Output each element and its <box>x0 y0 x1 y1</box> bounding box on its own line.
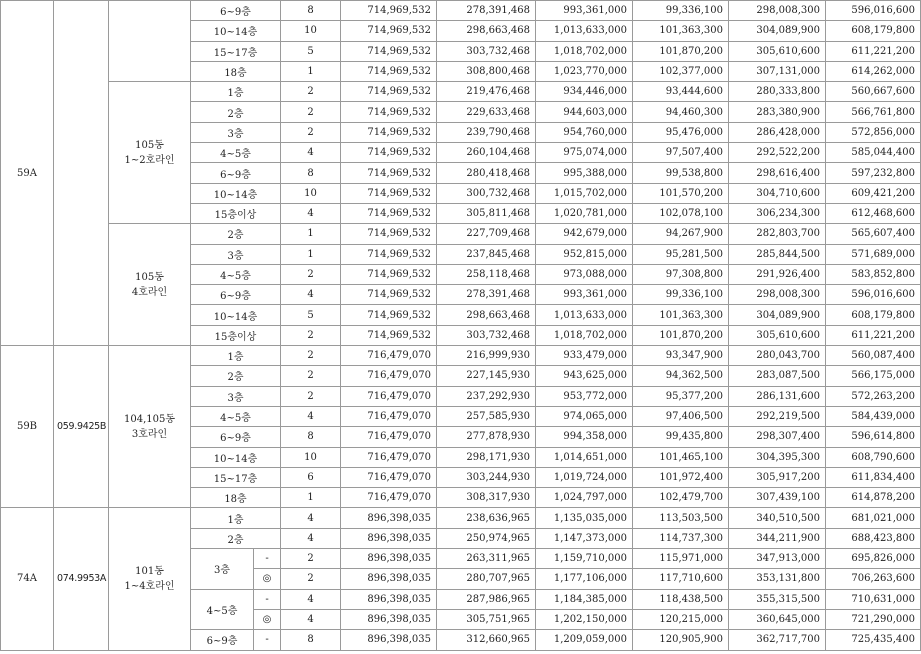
amount-cell-total: 1,020,781,000 <box>536 203 633 223</box>
amount-cell-c3: 583,852,800 <box>826 264 921 284</box>
amount-cell-build: 298,663,468 <box>437 305 536 325</box>
amount-cell-land: 716,479,070 <box>341 488 437 508</box>
amount-cell-build: 263,311,965 <box>437 549 536 569</box>
amount-cell-build: 278,391,468 <box>437 285 536 305</box>
amount-cell-c3: 560,667,600 <box>826 82 921 102</box>
amount-cell-total: 1,135,035,000 <box>536 508 633 528</box>
unit-count-cell: 1 <box>281 224 341 244</box>
amount-cell-c2: 280,333,800 <box>729 82 826 102</box>
amount-cell-c3: 585,044,400 <box>826 143 921 163</box>
amount-cell-c1: 114,737,300 <box>633 528 729 548</box>
option-mark-cell: - <box>254 630 281 650</box>
amount-cell-total: 934,446,000 <box>536 82 633 102</box>
amount-cell-c2: 355,315,500 <box>729 589 826 609</box>
amount-cell-c1: 95,281,500 <box>633 244 729 264</box>
unit-type-cell: 59A <box>1 1 54 346</box>
amount-cell-land: 714,969,532 <box>341 285 437 305</box>
amount-cell-total: 1,015,702,000 <box>536 183 633 203</box>
amount-cell-total: 995,388,000 <box>536 163 633 183</box>
floor-cell: 18층 <box>191 488 281 508</box>
building-line-cell <box>109 1 191 82</box>
amount-cell-c1: 99,336,100 <box>633 1 729 21</box>
amount-cell-c2: 286,428,000 <box>729 122 826 142</box>
table-row <box>1 224 921 244</box>
amount-cell-land: 896,398,035 <box>341 609 437 629</box>
floor-cell: 4~5층 <box>191 264 281 284</box>
table-row <box>1 82 921 102</box>
amount-cell-c2: 353,131,800 <box>729 569 826 589</box>
amount-cell-c2: 305,917,200 <box>729 467 826 487</box>
amount-cell-land: 714,969,532 <box>341 82 437 102</box>
amount-cell-total: 1,184,385,000 <box>536 589 633 609</box>
floor-cell: 15~17층 <box>191 467 281 487</box>
amount-cell-c3: 611,834,400 <box>826 467 921 487</box>
amount-cell-c2: 292,219,500 <box>729 406 826 426</box>
unit-count-cell: 2 <box>281 386 341 406</box>
option-mark-cell: - <box>254 549 281 569</box>
amount-cell-total: 1,177,106,000 <box>536 569 633 589</box>
floor-cell: 10~14층 <box>191 447 281 467</box>
amount-cell-build: 300,732,468 <box>437 183 536 203</box>
amount-cell-build: 227,709,468 <box>437 224 536 244</box>
amount-cell-land: 714,969,532 <box>341 325 437 345</box>
building-line-cell <box>109 508 191 650</box>
amount-cell-land: 896,398,035 <box>341 508 437 528</box>
unit-count-cell: 2 <box>281 549 341 569</box>
amount-cell-land: 896,398,035 <box>341 549 437 569</box>
amount-cell-total: 933,479,000 <box>536 346 633 366</box>
amount-cell-c3: 608,790,600 <box>826 447 921 467</box>
unit-count-cell: 4 <box>281 285 341 305</box>
unit-count-cell: 4 <box>281 203 341 223</box>
unit-type-cell: 74A <box>1 508 54 650</box>
building-line-label: 1~4호라인 <box>124 580 175 592</box>
unit-type-cell: 59B <box>1 346 54 508</box>
amount-cell-c1: 93,444,600 <box>633 82 729 102</box>
amount-cell-c3: 688,423,800 <box>826 528 921 548</box>
amount-cell-c3: 681,021,000 <box>826 508 921 528</box>
amount-cell-c1: 102,078,100 <box>633 203 729 223</box>
amount-cell-build: 237,845,468 <box>437 244 536 264</box>
amount-cell-build: 239,790,468 <box>437 122 536 142</box>
amount-cell-c2: 304,710,600 <box>729 183 826 203</box>
amount-cell-land: 714,969,532 <box>341 41 437 61</box>
floor-cell: 6~9층 <box>191 285 281 305</box>
unit-count-cell: 2 <box>281 366 341 386</box>
unit-count-cell: 10 <box>281 21 341 41</box>
amount-cell-c2: 291,926,400 <box>729 264 826 284</box>
amount-cell-land: 714,969,532 <box>341 102 437 122</box>
amount-cell-c2: 298,008,300 <box>729 1 826 21</box>
amount-cell-c3: 721,290,000 <box>826 609 921 629</box>
amount-cell-total: 974,065,000 <box>536 406 633 426</box>
unit-count-cell: 2 <box>281 346 341 366</box>
amount-cell-c2: 304,089,900 <box>729 305 826 325</box>
amount-cell-total: 1,013,633,000 <box>536 305 633 325</box>
amount-cell-c3: 614,262,000 <box>826 61 921 81</box>
amount-cell-c2: 347,913,000 <box>729 549 826 569</box>
amount-cell-land: 714,969,532 <box>341 61 437 81</box>
unit-count-cell: 2 <box>281 122 341 142</box>
amount-cell-c1: 93,347,900 <box>633 346 729 366</box>
amount-cell-c3: 614,878,200 <box>826 488 921 508</box>
amount-cell-c1: 102,377,000 <box>633 61 729 81</box>
amount-cell-c1: 94,267,900 <box>633 224 729 244</box>
amount-cell-land: 716,479,070 <box>341 346 437 366</box>
amount-cell-c2: 307,439,100 <box>729 488 826 508</box>
unit-count-cell: 8 <box>281 427 341 447</box>
amount-cell-land: 714,969,532 <box>341 21 437 41</box>
amount-cell-total: 1,023,770,000 <box>536 61 633 81</box>
amount-cell-c3: 611,221,200 <box>826 325 921 345</box>
amount-cell-total: 942,679,000 <box>536 224 633 244</box>
floor-cell: 2층 <box>191 366 281 386</box>
unit-count-cell: 2 <box>281 325 341 345</box>
amount-cell-land: 714,969,532 <box>341 264 437 284</box>
amount-cell-build: 257,585,930 <box>437 406 536 426</box>
amount-cell-c2: 282,803,700 <box>729 224 826 244</box>
amount-cell-c3: 597,232,800 <box>826 163 921 183</box>
amount-cell-build: 312,660,965 <box>437 630 536 650</box>
amount-cell-total: 944,603,000 <box>536 102 633 122</box>
amount-cell-land: 716,479,070 <box>341 467 437 487</box>
amount-cell-total: 1,019,724,000 <box>536 467 633 487</box>
floor-cell: 6~9층 <box>191 630 254 650</box>
amount-cell-build: 216,999,930 <box>437 346 536 366</box>
amount-cell-c1: 101,465,100 <box>633 447 729 467</box>
amount-cell-c3: 566,761,800 <box>826 102 921 122</box>
amount-cell-c3: 565,607,400 <box>826 224 921 244</box>
amount-cell-c3: 572,263,200 <box>826 386 921 406</box>
amount-cell-build: 238,636,965 <box>437 508 536 528</box>
amount-cell-build: 229,633,468 <box>437 102 536 122</box>
amount-cell-total: 952,815,000 <box>536 244 633 264</box>
amount-cell-build: 287,986,965 <box>437 589 536 609</box>
amount-cell-c1: 101,570,200 <box>633 183 729 203</box>
amount-cell-total: 975,074,000 <box>536 143 633 163</box>
amount-cell-c3: 695,826,000 <box>826 549 921 569</box>
building-line-label: 3호라인 <box>131 428 168 440</box>
unit-count-cell: 5 <box>281 41 341 61</box>
amount-cell-c3: 584,439,000 <box>826 406 921 426</box>
floor-cell: 18층 <box>191 61 281 81</box>
amount-cell-land: 716,479,070 <box>341 366 437 386</box>
amount-cell-c3: 571,689,000 <box>826 244 921 264</box>
floor-cell: 4~5층 <box>191 589 254 630</box>
amount-cell-c1: 101,363,300 <box>633 305 729 325</box>
amount-cell-total: 1,014,651,000 <box>536 447 633 467</box>
amount-cell-build: 227,145,930 <box>437 366 536 386</box>
floor-cell: 2층 <box>191 224 281 244</box>
floor-cell: 4~5층 <box>191 406 281 426</box>
amount-cell-total: 1,147,373,000 <box>536 528 633 548</box>
amount-cell-c1: 120,215,000 <box>633 609 729 629</box>
amount-cell-total: 1,209,059,000 <box>536 630 633 650</box>
building-line-label: 1~2호라인 <box>124 154 175 166</box>
floor-cell: 1층 <box>191 82 281 102</box>
amount-cell-total: 1,013,633,000 <box>536 21 633 41</box>
amount-cell-land: 896,398,035 <box>341 569 437 589</box>
floor-cell: 2층 <box>191 102 281 122</box>
amount-cell-c1: 117,710,600 <box>633 569 729 589</box>
unit-count-cell: 2 <box>281 264 341 284</box>
amount-cell-c1: 101,972,400 <box>633 467 729 487</box>
amount-cell-total: 1,024,797,000 <box>536 488 633 508</box>
amount-cell-land: 896,398,035 <box>341 528 437 548</box>
amount-cell-c3: 596,016,600 <box>826 285 921 305</box>
building-line-cell <box>109 224 191 346</box>
amount-cell-c1: 101,870,200 <box>633 325 729 345</box>
amount-cell-c3: 608,179,800 <box>826 21 921 41</box>
unit-count-cell: 4 <box>281 508 341 528</box>
amount-cell-land: 714,969,532 <box>341 1 437 21</box>
amount-cell-c3: 710,631,000 <box>826 589 921 609</box>
amount-cell-c2: 305,610,600 <box>729 41 826 61</box>
amount-cell-land: 714,969,532 <box>341 305 437 325</box>
floor-cell: 15층이상 <box>191 325 281 345</box>
option-mark-cell: ◎ <box>254 569 281 589</box>
floor-cell: 1층 <box>191 508 281 528</box>
floor-cell: 3층 <box>191 122 281 142</box>
floor-cell: 4~5층 <box>191 143 281 163</box>
amount-cell-build: 250,974,965 <box>437 528 536 548</box>
building-line-label: 4호라인 <box>131 286 168 298</box>
amount-cell-c2: 362,717,700 <box>729 630 826 650</box>
amount-cell-build: 305,751,965 <box>437 609 536 629</box>
amount-cell-c3: 560,087,400 <box>826 346 921 366</box>
amount-cell-c1: 120,905,900 <box>633 630 729 650</box>
amount-cell-total: 994,358,000 <box>536 427 633 447</box>
unit-count-cell: 2 <box>281 102 341 122</box>
amount-cell-c2: 298,307,400 <box>729 427 826 447</box>
unit-count-cell: 5 <box>281 305 341 325</box>
amount-cell-land: 714,969,532 <box>341 203 437 223</box>
amount-cell-c1: 99,435,800 <box>633 427 729 447</box>
amount-cell-land: 896,398,035 <box>341 630 437 650</box>
unit-count-cell: 4 <box>281 609 341 629</box>
amount-cell-build: 278,391,468 <box>437 1 536 21</box>
amount-cell-c2: 305,610,600 <box>729 325 826 345</box>
amount-cell-total: 993,361,000 <box>536 1 633 21</box>
unit-code-cell: 059.9425B <box>54 346 109 508</box>
amount-cell-c2: 360,645,000 <box>729 609 826 629</box>
amount-cell-land: 714,969,532 <box>341 183 437 203</box>
amount-cell-c1: 101,870,200 <box>633 41 729 61</box>
floor-cell: 1층 <box>191 346 281 366</box>
amount-cell-land: 896,398,035 <box>341 589 437 609</box>
amount-cell-c2: 280,043,700 <box>729 346 826 366</box>
amount-cell-land: 714,969,532 <box>341 163 437 183</box>
amount-cell-c1: 101,363,300 <box>633 21 729 41</box>
building-line-label: 101동 <box>135 565 164 577</box>
amount-cell-c3: 596,016,600 <box>826 1 921 21</box>
floor-cell: 6~9층 <box>191 427 281 447</box>
table-row <box>1 508 921 528</box>
amount-cell-build: 280,707,965 <box>437 569 536 589</box>
amount-cell-build: 305,811,468 <box>437 203 536 223</box>
amount-cell-land: 716,479,070 <box>341 386 437 406</box>
amount-cell-c3: 572,856,000 <box>826 122 921 142</box>
amount-cell-total: 953,772,000 <box>536 386 633 406</box>
unit-count-cell: 4 <box>281 589 341 609</box>
amount-cell-land: 714,969,532 <box>341 224 437 244</box>
building-line-label: 105동 <box>135 139 164 151</box>
floor-cell: 3층 <box>191 244 281 264</box>
building-line-label: 105동 <box>135 271 164 283</box>
amount-cell-c1: 118,438,500 <box>633 589 729 609</box>
unit-count-cell: 1 <box>281 488 341 508</box>
amount-cell-land: 716,479,070 <box>341 447 437 467</box>
amount-cell-total: 993,361,000 <box>536 285 633 305</box>
unit-count-cell: 4 <box>281 143 341 163</box>
floor-cell: 6~9층 <box>191 1 281 21</box>
amount-cell-c1: 95,476,000 <box>633 122 729 142</box>
amount-cell-c1: 95,377,200 <box>633 386 729 406</box>
unit-count-cell: 2 <box>281 569 341 589</box>
floor-cell: 3층 <box>191 549 254 590</box>
amount-cell-c2: 285,844,500 <box>729 244 826 264</box>
amount-cell-build: 308,800,468 <box>437 61 536 81</box>
amount-cell-c2: 298,616,400 <box>729 163 826 183</box>
option-mark-cell: ◎ <box>254 609 281 629</box>
amount-cell-c2: 283,380,900 <box>729 102 826 122</box>
amount-cell-land: 716,479,070 <box>341 427 437 447</box>
amount-cell-c1: 94,362,500 <box>633 366 729 386</box>
amount-cell-c1: 113,503,500 <box>633 508 729 528</box>
amount-cell-c1: 99,538,800 <box>633 163 729 183</box>
unit-count-cell: 8 <box>281 1 341 21</box>
building-line-label: 104,105동 <box>123 413 175 425</box>
amount-cell-build: 303,244,930 <box>437 467 536 487</box>
amount-cell-c2: 344,211,900 <box>729 528 826 548</box>
amount-cell-build: 219,476,468 <box>437 82 536 102</box>
unit-count-cell: 4 <box>281 406 341 426</box>
floor-cell: 10~14층 <box>191 183 281 203</box>
unit-count-cell: 1 <box>281 244 341 264</box>
building-line-cell <box>109 82 191 224</box>
amount-cell-c1: 102,479,700 <box>633 488 729 508</box>
amount-cell-total: 1,159,710,000 <box>536 549 633 569</box>
amount-cell-total: 1,018,702,000 <box>536 325 633 345</box>
amount-cell-c1: 94,460,300 <box>633 102 729 122</box>
unit-code-cell <box>54 1 109 346</box>
amount-cell-land: 714,969,532 <box>341 244 437 264</box>
building-line-cell <box>109 346 191 508</box>
amount-cell-total: 943,625,000 <box>536 366 633 386</box>
amount-cell-c2: 298,008,300 <box>729 285 826 305</box>
amount-cell-c2: 306,234,300 <box>729 203 826 223</box>
unit-count-cell: 6 <box>281 467 341 487</box>
amount-cell-c2: 307,131,000 <box>729 61 826 81</box>
amount-cell-c1: 97,406,500 <box>633 406 729 426</box>
floor-cell: 15~17층 <box>191 41 281 61</box>
amount-cell-build: 298,663,468 <box>437 21 536 41</box>
amount-cell-c3: 609,421,200 <box>826 183 921 203</box>
floor-cell: 6~9층 <box>191 163 281 183</box>
amount-cell-build: 237,292,930 <box>437 386 536 406</box>
floor-cell: 10~14층 <box>191 305 281 325</box>
amount-cell-c3: 611,221,200 <box>826 41 921 61</box>
amount-cell-build: 258,118,468 <box>437 264 536 284</box>
amount-cell-build: 277,878,930 <box>437 427 536 447</box>
amount-cell-c1: 99,336,100 <box>633 285 729 305</box>
amount-cell-total: 954,760,000 <box>536 122 633 142</box>
amount-cell-build: 298,171,930 <box>437 447 536 467</box>
floor-cell: 2층 <box>191 528 281 548</box>
unit-count-cell: 1 <box>281 61 341 81</box>
unit-code-cell: 074.9953A <box>54 508 109 650</box>
unit-count-cell: 4 <box>281 528 341 548</box>
unit-count-cell: 8 <box>281 163 341 183</box>
amount-cell-build: 280,418,468 <box>437 163 536 183</box>
amount-cell-c2: 283,087,500 <box>729 366 826 386</box>
amount-cell-land: 716,479,070 <box>341 406 437 426</box>
floor-cell: 3층 <box>191 386 281 406</box>
amount-cell-c2: 304,089,900 <box>729 21 826 41</box>
table-row <box>1 1 921 21</box>
amount-cell-c1: 97,308,800 <box>633 264 729 284</box>
amount-cell-build: 260,104,468 <box>437 143 536 163</box>
amount-cell-land: 714,969,532 <box>341 143 437 163</box>
amount-cell-c3: 725,435,400 <box>826 630 921 650</box>
table-row <box>1 346 921 366</box>
unit-count-cell: 10 <box>281 447 341 467</box>
amount-cell-total: 973,088,000 <box>536 264 633 284</box>
amount-cell-c2: 304,395,300 <box>729 447 826 467</box>
amount-cell-build: 308,317,930 <box>437 488 536 508</box>
amount-cell-land: 714,969,532 <box>341 122 437 142</box>
amount-cell-c2: 340,510,500 <box>729 508 826 528</box>
amount-cell-c3: 596,614,800 <box>826 427 921 447</box>
unit-count-cell: 8 <box>281 630 341 650</box>
amount-cell-c3: 566,175,000 <box>826 366 921 386</box>
amount-cell-c3: 612,468,600 <box>826 203 921 223</box>
amount-cell-c2: 292,522,200 <box>729 143 826 163</box>
floor-cell: 15층이상 <box>191 203 281 223</box>
floor-cell: 10~14층 <box>191 21 281 41</box>
amount-cell-c1: 97,507,400 <box>633 143 729 163</box>
amount-cell-c3: 608,179,800 <box>826 305 921 325</box>
amount-cell-build: 303,732,468 <box>437 41 536 61</box>
option-mark-cell: - <box>254 589 281 609</box>
amount-cell-c3: 706,263,600 <box>826 569 921 589</box>
amount-cell-c1: 115,971,000 <box>633 549 729 569</box>
amount-cell-build: 303,732,468 <box>437 325 536 345</box>
amount-cell-total: 1,202,150,000 <box>536 609 633 629</box>
unit-count-cell: 2 <box>281 82 341 102</box>
unit-count-cell: 10 <box>281 183 341 203</box>
amount-cell-c2: 286,131,600 <box>729 386 826 406</box>
amount-cell-total: 1,018,702,000 <box>536 41 633 61</box>
